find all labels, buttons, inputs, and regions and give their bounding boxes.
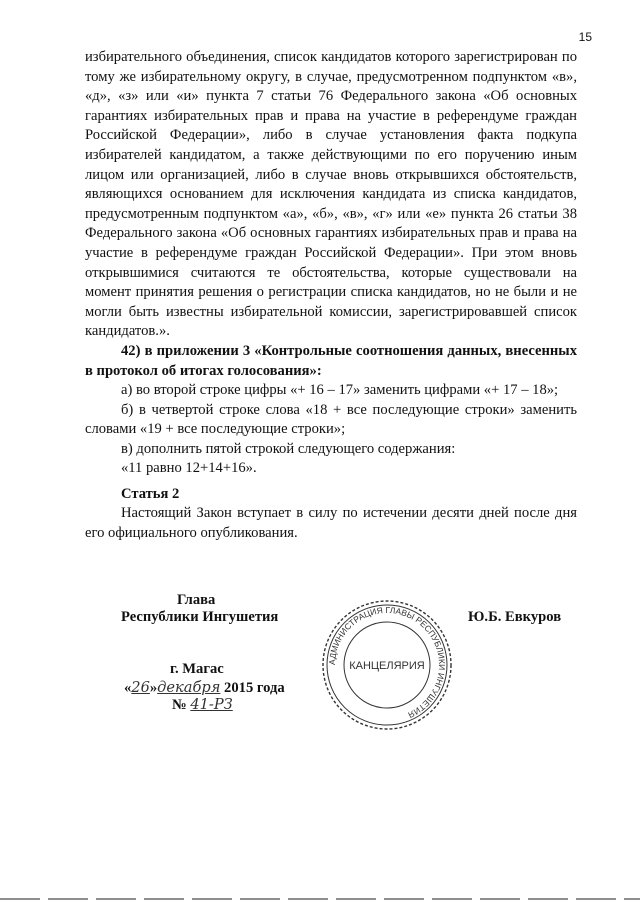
- law-number: № 41-РЗ: [172, 696, 233, 713]
- official-stamp: [318, 596, 456, 734]
- item-42-heading: 42) в приложении 3 «Контрольные соотношения данных, внесенных в протокол об итогах голосования»:: [85, 342, 577, 379]
- paragraph-item-b: б) в четвертой строке слова «18 + все последующие строки» заменить словами «19 + все последующие строки»;: [85, 401, 577, 438]
- signer-name: Ю.Б. Евкуров: [468, 609, 562, 625]
- paragraph-item-v: в) дополнить пятой строкой следующего содержания:: [121, 440, 456, 457]
- signing-city: г. Магас: [170, 661, 224, 677]
- signer-title-line2: Республики Ингушетия: [121, 609, 279, 625]
- paragraph-item-42: [85, 342, 577, 381]
- paragraph-formula: «11 равно 12+14+16».: [121, 460, 257, 477]
- date-month-handwritten: декабря: [157, 679, 221, 696]
- signer-title-line1: Глава: [177, 592, 216, 608]
- article-text: [85, 504, 577, 543]
- date-day-handwritten: 26: [131, 679, 150, 696]
- page-bottom-edge: [0, 898, 640, 900]
- article-title: Статья 2: [121, 486, 180, 502]
- stamp-center-text: КАНЦЕЛЯРИЯ: [349, 660, 425, 672]
- document-body: [85, 48, 577, 479]
- paragraph-continuation: избирательного объединения, список кандидатов которого зарегистрирован по тому же избирательному округу, в случае, предусмотренном подпунктом «в», «д», «з» или «и» пункта 7 статьи 76 Федерального закона «Об основных гарантиях избирательных прав и права на участие в референдуме граждан Российской Федерации», либо в случае установления факта подкупа избирателей кандидатом, а также действующими по его поручению иным лицом или организацией, либо в случае вновь открывшихся обстоятельств, являющихся основанием для исключения кандидата из списка кандидатов, предусмотренным подпунктом «а», «б», «в», «г» или «е» пункта 26 статьи 38 Федерального закона «Об основных гарантиях избирательных прав и права на участие в референдуме граждан Российской Федерации». При этом вновь открывшимися считаются те обстоятельства, которые существовали на момент принятия решения о регистрации списка кандидатов, но не были и не могли быть известны избирательной комиссии, зарегистрировавшей список кандидатов.».: [85, 49, 577, 340]
- article-paragraph: Настоящий Закон вступает в силу по истечении десяти дней после дня его официального опубликования.: [85, 505, 577, 541]
- paragraph-item-a: а) во второй строке цифры «+ 16 – 17» заменить цифрами «+ 17 – 18»;: [121, 382, 559, 399]
- page-number: 15: [578, 30, 592, 44]
- signing-date: «26»декабря 2015 года: [124, 679, 285, 696]
- date-year: 2015 года: [224, 680, 285, 696]
- law-number-handwritten: 41-РЗ: [190, 696, 233, 713]
- stamp-ring-text: АДМИНИСТРАЦИЯ ГЛАВЫ РЕСПУБЛИКИ ИНГУШЕТИЯ: [326, 604, 448, 721]
